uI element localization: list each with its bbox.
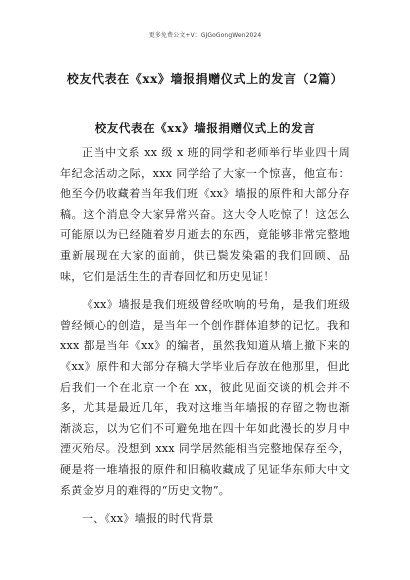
subheading-1: 一、《xx》墙报的时代背景	[82, 512, 214, 526]
watermark-text: 更多免费公文+V：GJGoGongWen2024	[148, 32, 262, 39]
document-title: 校友代表在《xx》墙报捐赠仪式上的发言（2篇）	[66, 72, 344, 86]
body-paragraph-1: 正当中文系 xx 级 x 班的同学和老师举行毕业四十周年纪念活动之际，xxx 同学给了大家一个惊喜，他宣布：他至今仍收藏着当年我们班《xx》墙报的原件和大部分存稿。这个消息令大家异常兴奋。这大令人吃惊了！这怎么可能原以为已经随着岁月逝去的东西，竟能够非常完整地重新展现在大家的面前，供已鬓发染霜的我们回顾、品味，它们是活生生的青春回忆和历史见证！	[60, 146, 350, 283]
document-body	[60, 143, 350, 530]
body-paragraph-2: 《xx》墙报是我们班级曾经吹响的号角，是我们班级曾经倾心的创造，是当年一个创作群体追梦的记忆。我和 xxx 都是当年《xx》的编者，虽然我知道从墙上撤下来的《xx》原件和大部分存稿大学毕业后存放在他那里，但此后我们一个在北京一个在 xx，彼此见面交谈的机会并不多，尤其是最近几年，我对这堆当年墙报的存留之物也渐渐淡忘，以为它们不可避免地在四十年如此漫长的岁月中湮灭殆尽。没想到 xxx 同学居然能相当完整地保存至今，硬是将一堆墙报的原件和旧稿收藏成了见证华东师大中文系黄金岁月的难得的“历史文物”。	[60, 298, 350, 497]
section-title: 校友代表在《xx》墙报捐赠仪式上的发言	[94, 121, 316, 135]
